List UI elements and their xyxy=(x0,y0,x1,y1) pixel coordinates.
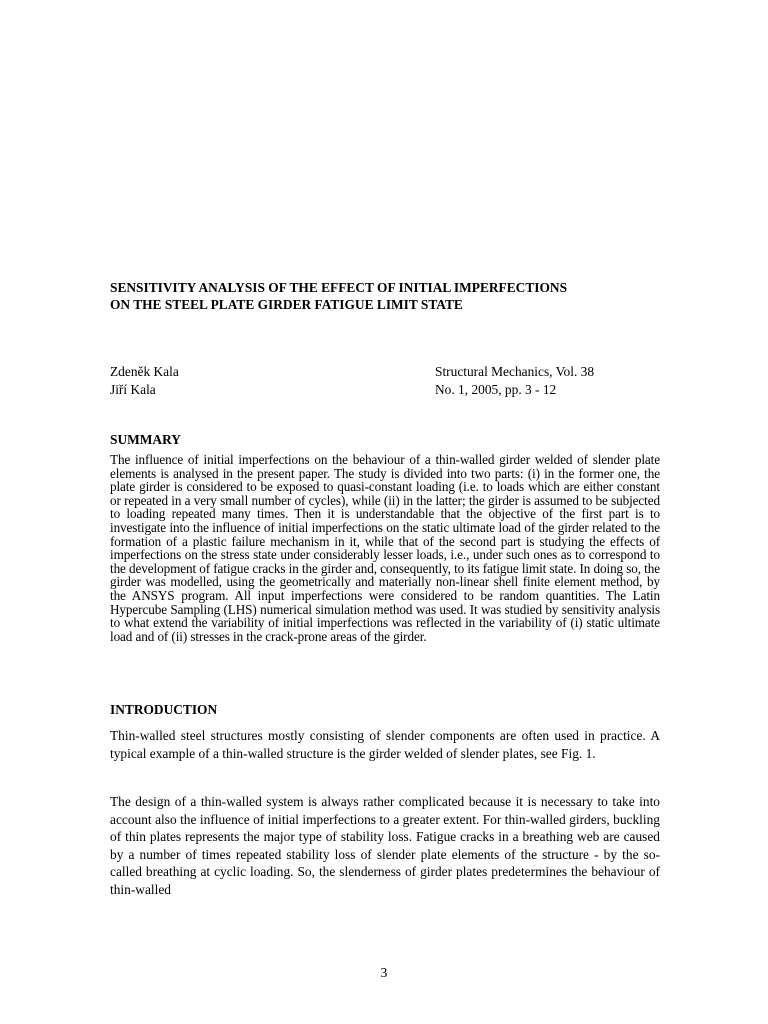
author-block xyxy=(110,363,660,399)
title-line-1: SENSITIVITY ANALYSIS OF THE EFFECT OF INITIAL IMPERFECTIONS xyxy=(110,280,568,295)
introduction-heading: INTRODUCTION xyxy=(110,702,218,717)
author-row-1 xyxy=(110,363,660,381)
paper-title xyxy=(110,279,660,313)
intro-paragraph-2: The design of a thin-walled system is always rather complicated because it is necessary to take into account also the influence of initial imperfections to a greater extent. For thin-walled girders, buckling of thin plates represents the major type of stability loss. Fatigue cracks in a breathing web are caused by a number of times repeated stability loss of slender plate elements of the structure - by the so-called breathing at cyclic loading. So, the slenderness of girder plates predetermines the behaviour of thin-walled xyxy=(110,794,660,897)
journal-name: Structural Mechanics, Vol. 38 xyxy=(435,364,595,379)
summary-heading: SUMMARY xyxy=(110,432,181,447)
author-1: Zdeněk Kala xyxy=(110,364,179,379)
author-2: Jiří Kala xyxy=(110,382,156,397)
intro-paragraph-1: Thin-walled steel structures mostly consisting of slender components are often used in practice. A typical example of a thin-walled structure is the girder welded of slender plates, see Fig. 1. xyxy=(110,728,660,761)
page-number: 3 xyxy=(380,965,388,980)
journal-issue: No. 1, 2005, pp. 3 - 12 xyxy=(435,382,557,397)
summary-paragraph: The influence of initial imperfections on the behaviour of a thin-walled girder welded of slender plate elements is analysed in the present paper. The study is divided into two parts: (i) in the former one, the plate girder is considered to be exposed to quasi-constant loading (i.e. to loads which are either constant or repeated in a very small number of cycles), while (ii) in the latter; the girder is assumed to be subjected to loading repeated many times. Then it is understandable that the objective of the first part is to investigate into the influence of initial imperfections on the static ultimate load of the girder related to the formation of a plastic failure mechanism in it, while that of the second part is studying the effects of imperfections on the stress state under considerably lesser loads, i.e., under such ones as to correspond to the development of fatigue cracks in the girder and, consequently, to its fatigue limit state. In doing so, the girder was modelled, using the geometrically and materially non-linear shell finite element method, by the ANSYS program. All input imperfections were considered to be random quantities. The Latin Hypercube Sampling (LHS) numerical simulation method was used. It was studied by sensitivity analysis to what extend the variability of initial imperfections was reflected in the variability of (i) static ultimate load and of (ii) stresses in the crack-prone areas of the girder. xyxy=(110,452,660,644)
author-row-2 xyxy=(110,381,660,399)
title-line-2: ON THE STEEL PLATE GIRDER FATIGUE LIMIT STATE xyxy=(110,297,463,312)
